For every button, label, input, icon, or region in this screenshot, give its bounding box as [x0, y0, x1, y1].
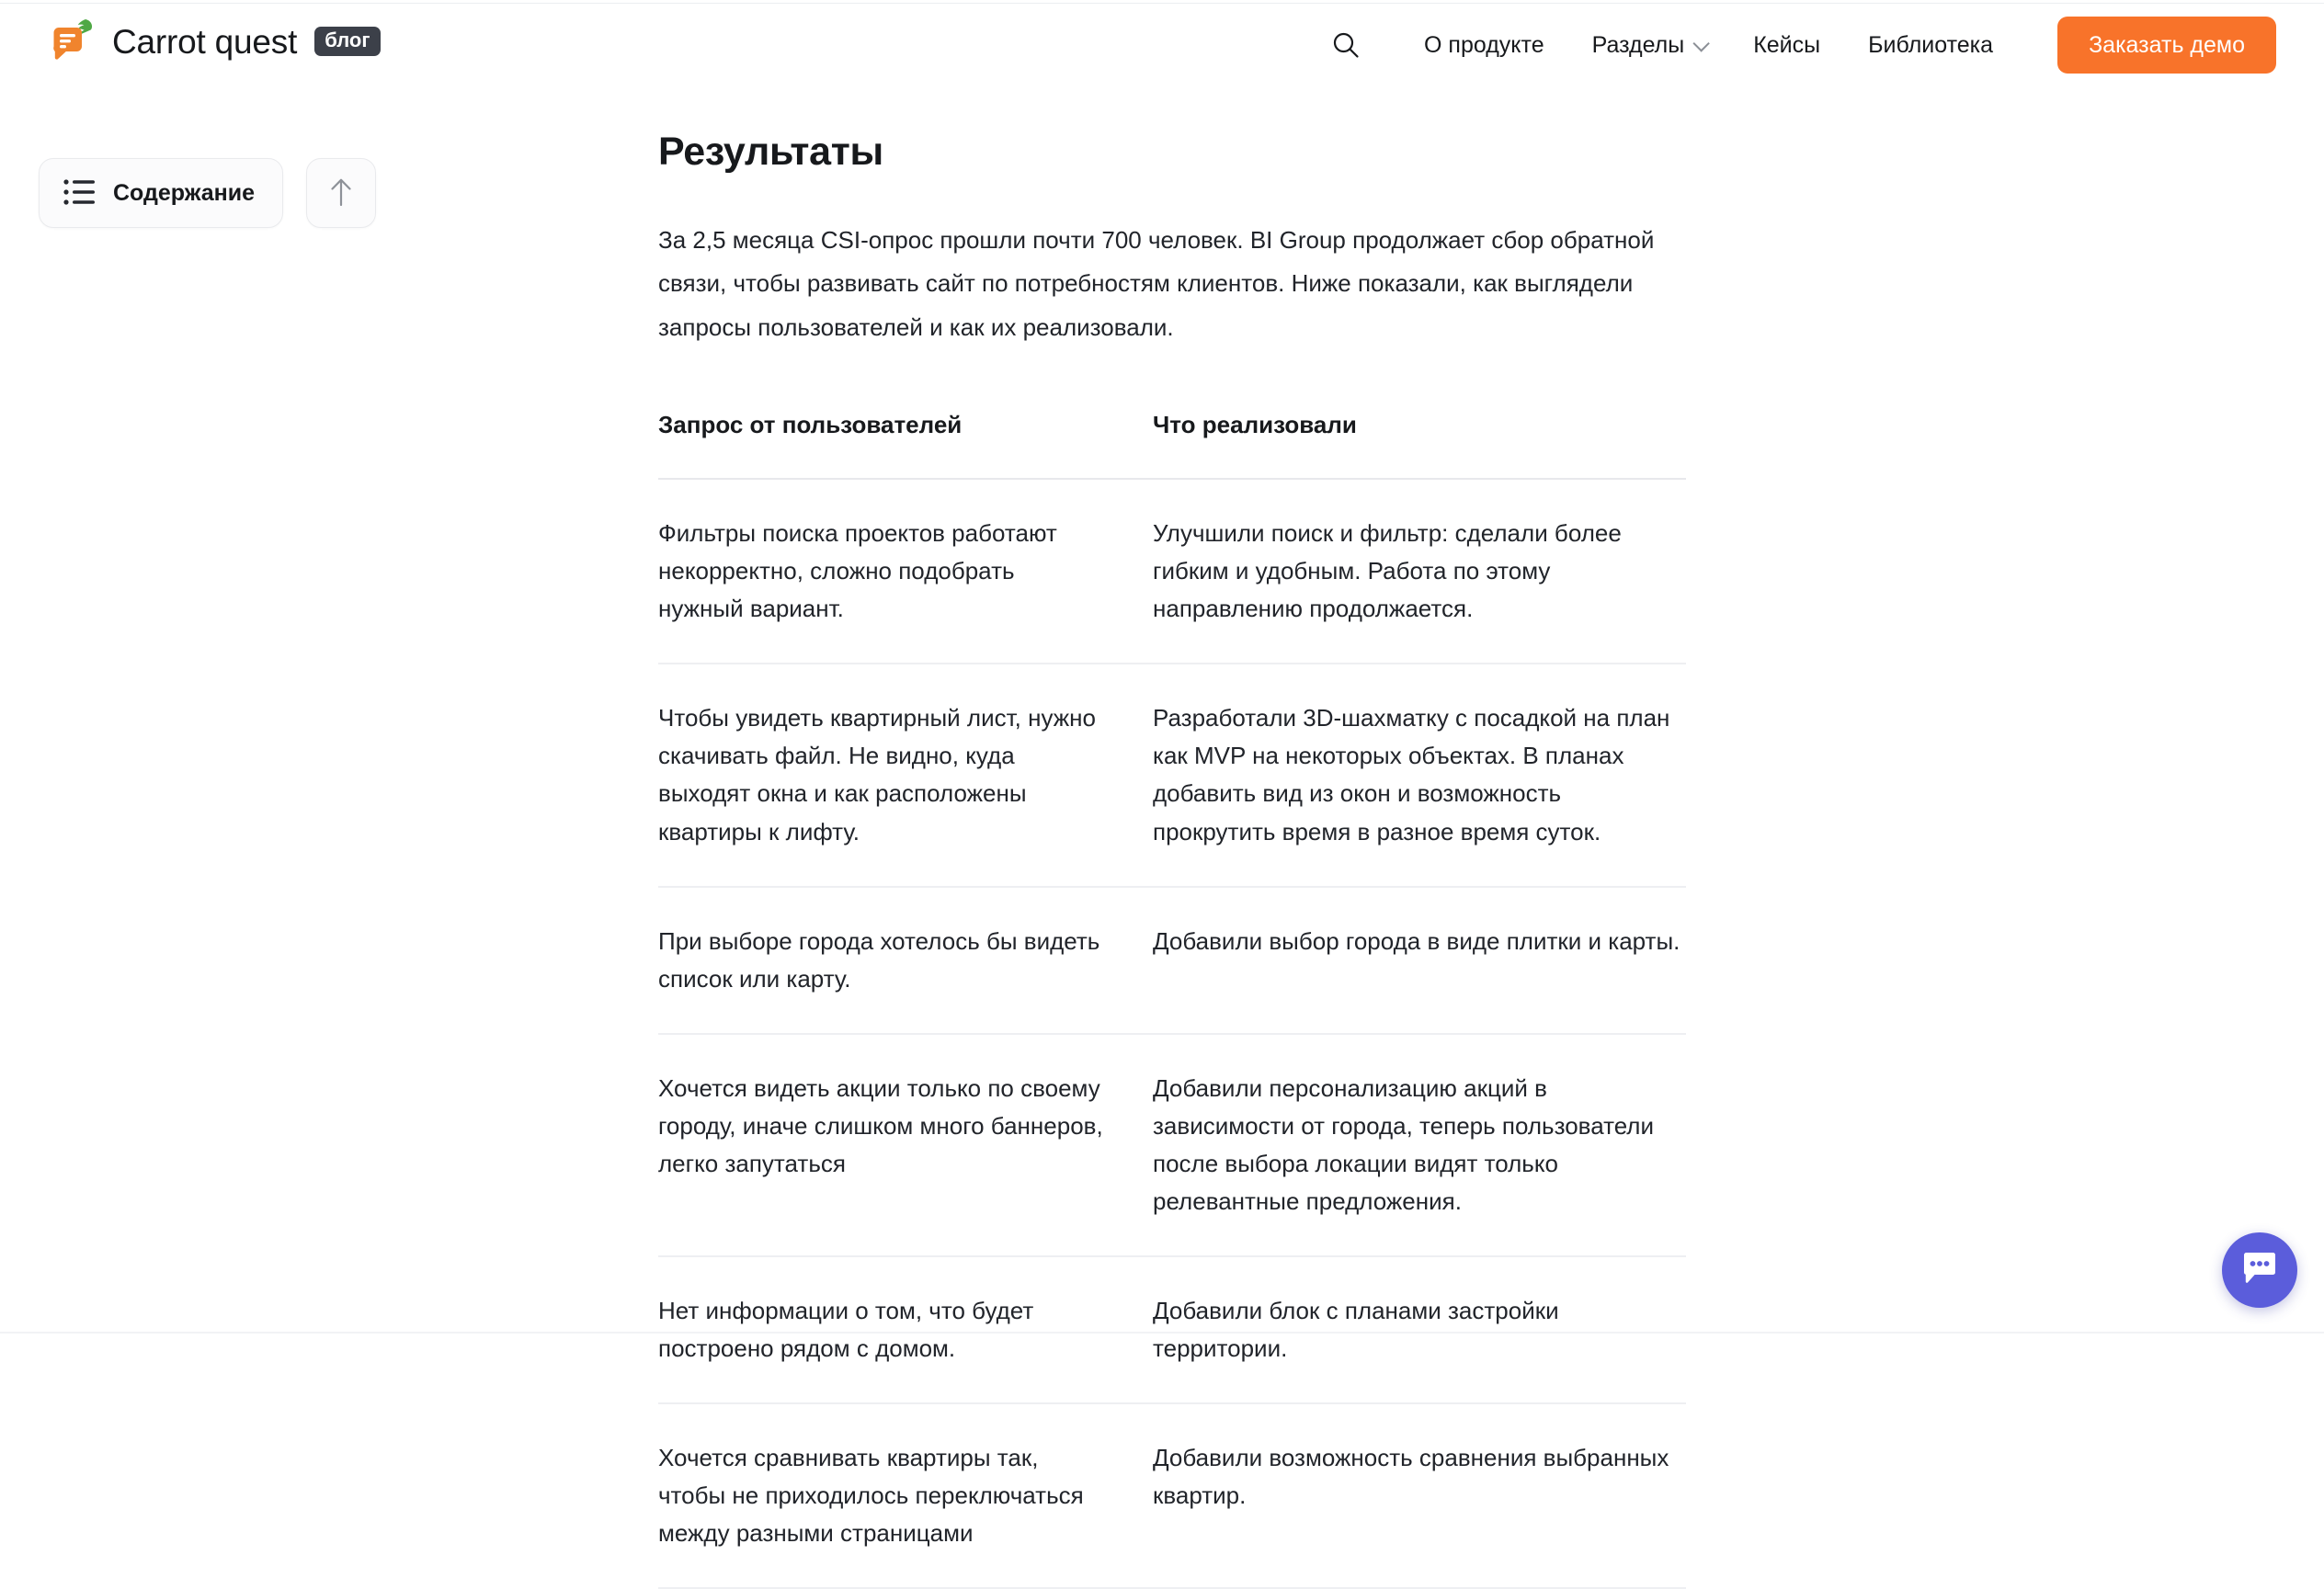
table-row: [658, 887, 1686, 1034]
table-header-cell-request: Запрос от пользователей: [658, 407, 1133, 479]
table-cell-request: Хочется сравнивать квартиры так, чтобы не приходилось переключаться между разными страницами: [658, 1403, 1133, 1588]
intro-paragraph: За 2,5 месяца CSI-опрос прошли почти 700 человек. BI Group продолжает сбор обратной связи, чтобы развивать сайт по потребностям клиентов. Ниже показали, как выглядели запросы пользователей и как их реализовали.: [658, 219, 1686, 350]
scroll-to-top-button[interactable]: [306, 158, 376, 228]
table-cell-implemented: Добавили возможность сравнения выбранных квартир.: [1133, 1403, 1686, 1588]
article-content: [658, 129, 1688, 1589]
nav-link-library[interactable]: [1844, 32, 2017, 59]
nav-link-label: Кейсы: [1753, 32, 1820, 59]
brand-badge: блог: [314, 27, 380, 56]
request-demo-button[interactable]: Заказать демо: [2057, 17, 2276, 74]
table-cell-implemented: Разработали 3D-шахматку с посадкой на план как MVP на некоторых объектах. В планах добавить вид из окон и возможность прокрутить время в разное время суток.: [1133, 664, 1686, 886]
table-header-cell-implemented: Что реализовали: [1133, 407, 1686, 479]
table-cell-implemented: Добавили блок с планами застройки территории.: [1133, 1256, 1686, 1403]
chevron-down-icon: [1693, 35, 1710, 51]
results-table: [658, 407, 1686, 1589]
top-navigation-bar: [0, 0, 2324, 90]
table-cell-implemented: Добавили выбор города в виде плитки и карты.: [1133, 887, 1686, 1034]
table-cell-request: Нет информации о том, что будет построено рядом с домом.: [658, 1256, 1133, 1403]
brand-name: Carrot quest: [112, 25, 297, 59]
nav-link-label: О продукте: [1424, 32, 1544, 59]
brand-logo-link[interactable]: [48, 17, 381, 65]
carrot-chat-logo-icon: [48, 17, 99, 65]
table-cell-request: При выборе города хотелось бы видеть список или карту.: [658, 887, 1133, 1034]
table-cell-request: Хочется видеть акции только по своему городу, иначе слишком много баннеров, легко запутаться: [658, 1034, 1133, 1256]
table-cell-request: Фильтры поиска проектов работают некорректно, сложно подобрать нужный вариант.: [658, 479, 1133, 664]
table-of-contents-button[interactable]: [39, 158, 283, 228]
table-cell-implemented: Улучшили поиск и фильтр: сделали более гибким и удобным. Работа по этому направлению продолжается.: [1133, 479, 1686, 664]
nav-link-sections[interactable]: [1568, 32, 1730, 59]
main-nav: [1325, 0, 2276, 90]
table-header-row: [658, 407, 1686, 479]
side-controls: [39, 158, 376, 228]
table-row: [658, 479, 1686, 664]
table-row: [658, 664, 1686, 886]
nav-link-about-product[interactable]: [1400, 32, 1568, 59]
table-row: [658, 1256, 1686, 1403]
table-row: [658, 1034, 1686, 1256]
chat-bubble-icon: [2240, 1250, 2279, 1291]
table-cell-implemented: Добавили персонализацию акций в зависимости от города, теперь пользователи после выбора локации видят только релевантные предложения.: [1133, 1034, 1686, 1256]
table-cell-request: Чтобы увидеть квартирный лист, нужно скачивать файл. Не видно, куда выходят окна и как расположены квартиры к лифту.: [658, 664, 1133, 886]
list-bullet-icon: [63, 178, 95, 209]
arrow-up-icon: [327, 176, 355, 210]
nav-link-label: Разделы: [1592, 32, 1685, 59]
nav-link-label: Библиотека: [1868, 32, 1993, 59]
search-icon[interactable]: [1325, 24, 1367, 66]
page-title: Результаты: [658, 129, 1688, 176]
table-row: [658, 1403, 1686, 1588]
nav-link-cases[interactable]: [1729, 32, 1844, 59]
table-of-contents-label: Содержание: [113, 180, 255, 207]
chat-widget-button[interactable]: [2222, 1232, 2297, 1308]
